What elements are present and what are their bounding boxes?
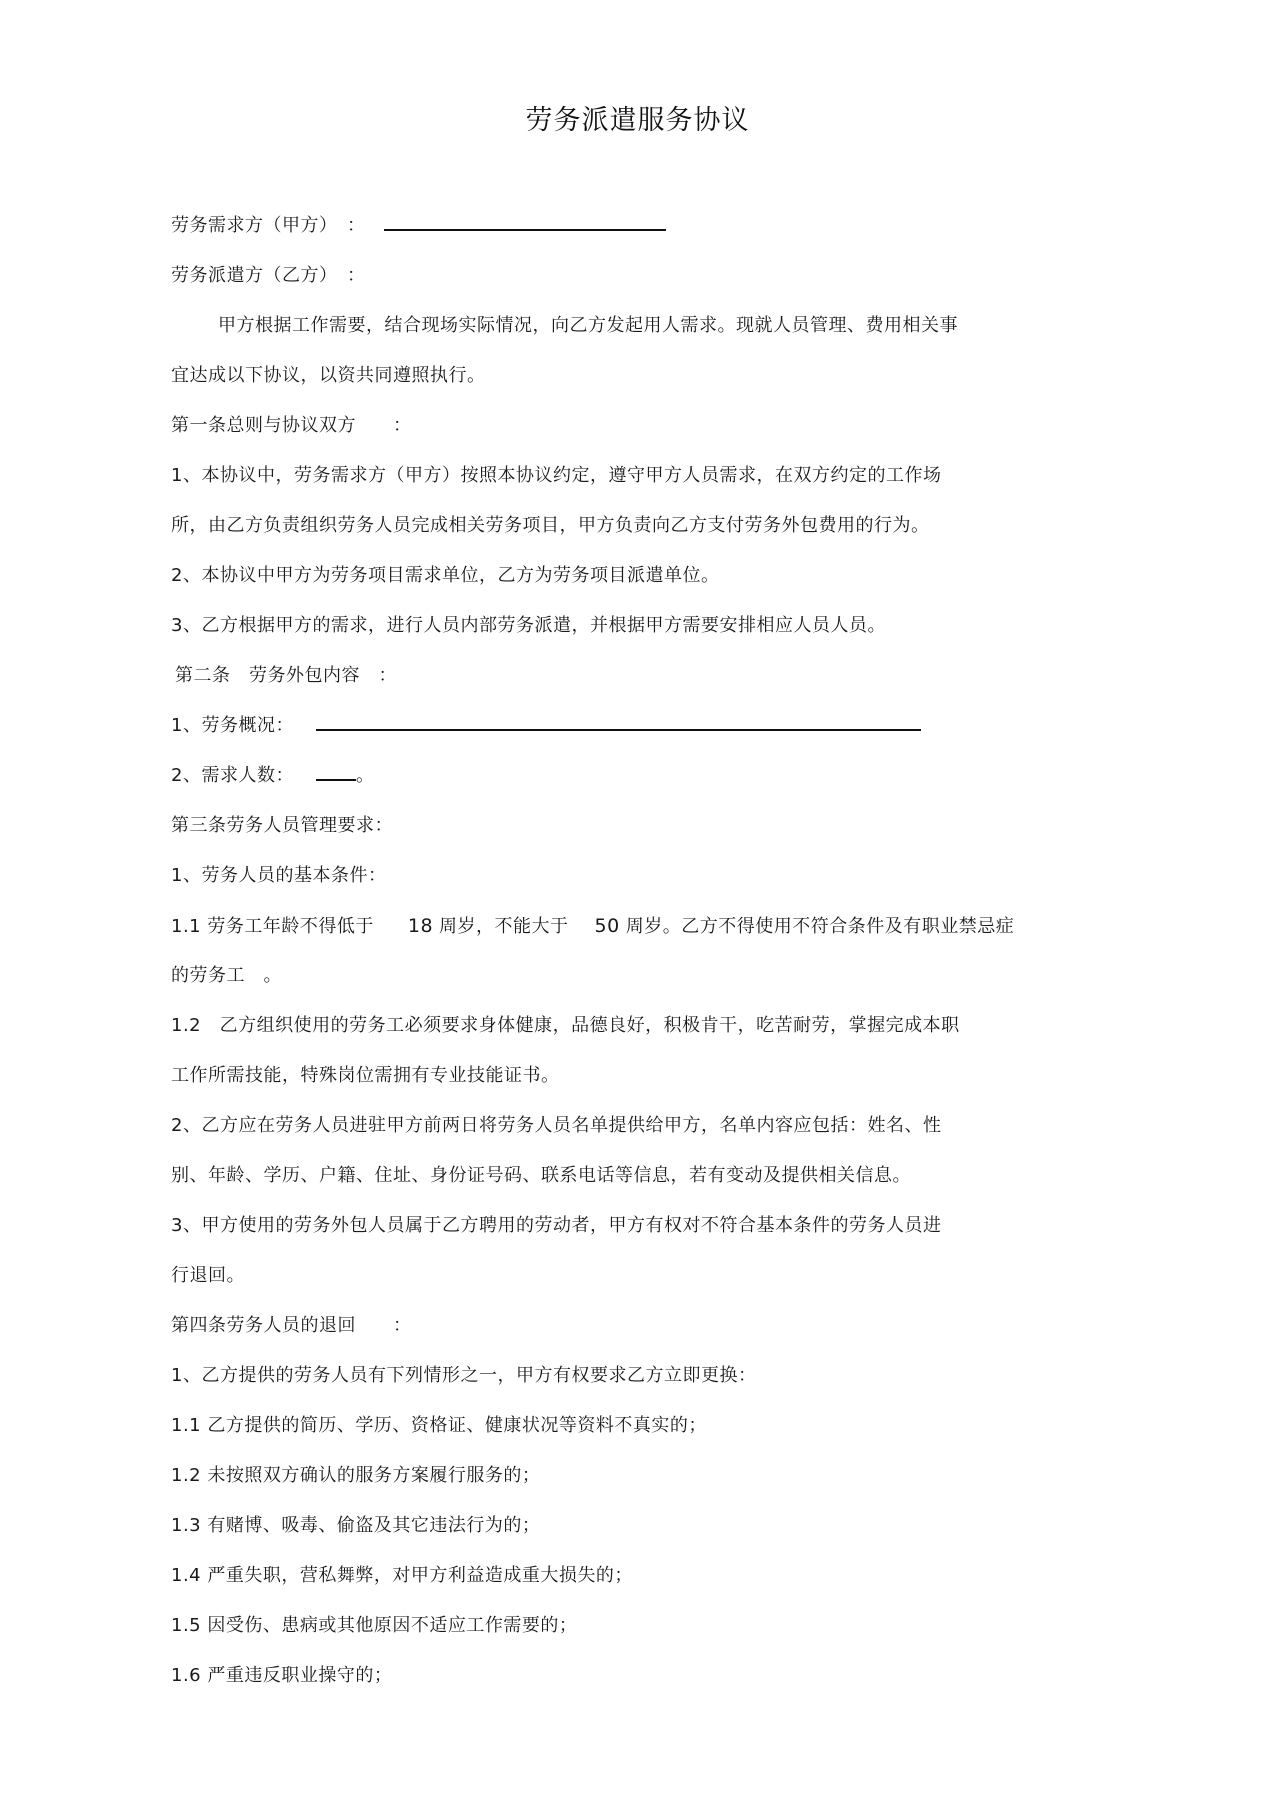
article-3-clause-1-1-line-2: 的劳务工 。 [171, 965, 282, 986]
age-text-b: 周岁，不能大于 [439, 916, 569, 937]
article-3-clause-1-2-line-1: 1.2 乙方组织使用的劳务工必须要求身体健康，品德良好，积极肯干，吃苦耐劳，掌握完成本职 [171, 1015, 960, 1036]
article-4-heading: 第四条劳务人员的退回 ： [171, 1315, 412, 1336]
labor-overview-label: 1、劳务概况： [171, 715, 294, 736]
age-text-c: 周岁。乙方不得使用不符合条件及有职业禁忌症 [625, 916, 1015, 937]
article-1-clause-3: 3、乙方根据甲方的需求，进行人员内部劳务派遣，并根据甲方需要安排相应人员人员。 [171, 615, 886, 636]
preamble-line-1: 甲方根据工作需要，结合现场实际情况，向乙方发起用人需求。现就人员管理、费用相关事 [218, 315, 958, 336]
labor-overview-blank [316, 715, 921, 731]
age-min: 18 [407, 915, 434, 937]
article-2-heading: 第二条 劳务外包内容 ： [175, 665, 397, 686]
article-3-clause-2-line-1: 2、乙方应在劳务人员进驻甲方前两日将劳务人员名单提供给甲方，名单内容应包括：姓名、性 [171, 1115, 942, 1136]
article-2-clause-1 [171, 714, 921, 738]
article-1-heading: 第一条总则与协议双方 ： [171, 415, 412, 436]
party-b-label: 劳务派遣方（乙方） ： [171, 265, 366, 286]
list-item: 1.2 未按照双方确认的服务方案履行服务的； [171, 1465, 541, 1486]
preamble-line-2: 宜达成以下协议，以资共同遵照执行。 [171, 365, 486, 386]
article-3-clause-3-line-1: 3、甲方使用的劳务外包人员属于乙方聘用的劳动者，甲方有权对不符合基本条件的劳务人员进 [171, 1215, 942, 1236]
party-a-blank [384, 215, 666, 231]
article-3-clause-2-line-2: 别、年龄、学历、户籍、住址、身份证号码、联系电话等信息，若有变动及提供相关信息。 [171, 1165, 911, 1186]
article-3-heading: 第三条劳务人员管理要求： [171, 815, 393, 836]
article-3-clause-3-line-2: 行退回。 [171, 1265, 245, 1286]
article-4-clause-1: 1、乙方提供的劳务人员有下列情形之一，甲方有权要求乙方立即更换： [171, 1365, 757, 1386]
article-3-clause-1-2-line-2: 工作所需技能，特殊岗位需拥有专业技能证书。 [171, 1065, 560, 1086]
list-item: 1.1 乙方提供的简历、学历、资格证、健康状况等资料不真实的； [171, 1415, 707, 1436]
party-a-label: 劳务需求方（甲方） ： [171, 215, 366, 236]
party-a-line [171, 214, 666, 238]
headcount-blank [316, 765, 356, 781]
article-1-clause-1-line-2: 所，由乙方负责组织劳务人员完成相关劳务项目，甲方负责向乙方支付劳务外包费用的行为。 [171, 515, 930, 536]
list-item: 1.4 严重失职，营私舞弊，对甲方利益造成重大损失的； [171, 1565, 633, 1586]
document-title: 劳务派遣服务协议 [525, 105, 750, 136]
list-item: 1.3 有赌博、吸毒、偷盗及其它违法行为的； [171, 1515, 541, 1536]
age-text-a: 1.1 劳务工年龄不得低于 [171, 916, 374, 937]
article-3-clause-1: 1、劳务人员的基本条件： [171, 865, 387, 886]
age-max: 50 [594, 915, 620, 937]
article-2-clause-2 [171, 764, 374, 788]
article-1-clause-1-line-1: 1、本协议中，劳务需求方（甲方）按照本协议约定，遵守甲方人员需求，在双方约定的工作场 [171, 465, 942, 486]
article-3-clause-1-1-line-1 [171, 914, 1014, 939]
article-1-clause-2: 2、本协议中甲方为劳务项目需求单位，乙方为劳务项目派遣单位。 [171, 565, 720, 586]
party-b-line [171, 264, 366, 288]
list-item: 1.6 严重违反职业操守的； [171, 1665, 393, 1686]
headcount-period: 。 [355, 765, 375, 786]
headcount-label: 2、需求人数： [171, 765, 294, 786]
list-item: 1.5 因受伤、患病或其他原因不适应工作需要的； [171, 1615, 578, 1636]
